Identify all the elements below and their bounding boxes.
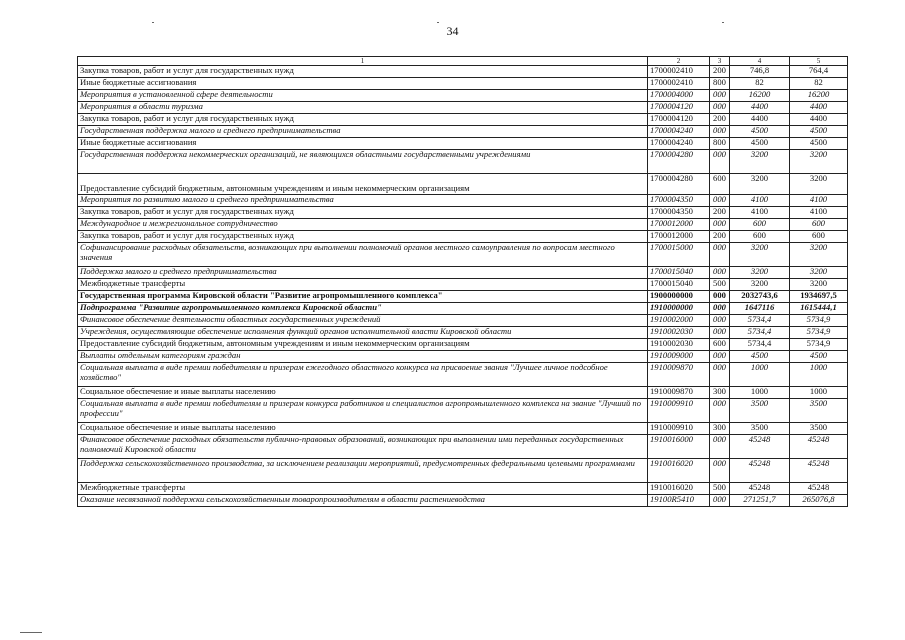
- cell-year1: 3500: [730, 399, 790, 423]
- table-row: [78, 303, 848, 315]
- cell-name: Иные бюджетные ассигнования: [78, 78, 648, 90]
- table-row: [78, 339, 848, 351]
- cell-name: Мероприятия в установленной сфере деятельности: [78, 90, 648, 102]
- cell-year2: 3500: [790, 399, 848, 423]
- cell-type: 600: [710, 339, 730, 351]
- cell-year1: 3200: [730, 279, 790, 291]
- table-row: [78, 126, 848, 138]
- table-row: [78, 174, 848, 195]
- cell-year1: 1000: [730, 387, 790, 399]
- cell-name: Социальная выплата в виде премии победителям и призерам конкурса работников и специалистов агропромышленного комплекса на звание "Лучший по профессии": [78, 399, 648, 423]
- cell-year1: 600: [730, 231, 790, 243]
- cell-type: 800: [710, 138, 730, 150]
- cell-name: Мероприятия в области туризма: [78, 102, 648, 114]
- header-cell-year1: 4: [730, 57, 790, 66]
- cell-code: 1700004350: [648, 207, 710, 219]
- cell-year1: 4100: [730, 207, 790, 219]
- cell-year1: 82: [730, 78, 790, 90]
- cell-type: 000: [710, 219, 730, 231]
- cell-name: Предоставление субсидий бюджетным, автономным учреждениям и иным некоммерческим организациям: [78, 174, 648, 195]
- table-row: [78, 351, 848, 363]
- cell-year2: 4500: [790, 138, 848, 150]
- table-row: [78, 66, 848, 78]
- cell-year2: 764,4: [790, 66, 848, 78]
- cell-name: Учреждения, осуществляющие обеспечение исполнения функций органов исполнительной власти Кировской области: [78, 327, 648, 339]
- cell-year1: 3200: [730, 150, 790, 174]
- cell-code: 1700004000: [648, 90, 710, 102]
- cell-year2: 4500: [790, 351, 848, 363]
- cell-code: 1910016000: [648, 435, 710, 459]
- cell-type: 200: [710, 114, 730, 126]
- cell-code: 1700004280: [648, 150, 710, 174]
- cell-year2: 5734,9: [790, 315, 848, 327]
- header-cell-year2: 5: [790, 57, 848, 66]
- scan-mark: [152, 22, 154, 23]
- cell-code: 1910009910: [648, 423, 710, 435]
- table-row: [78, 138, 848, 150]
- cell-code: 1700004120: [648, 102, 710, 114]
- table-row: [78, 279, 848, 291]
- header-cell-name: 1: [78, 57, 648, 66]
- cell-type: 000: [710, 243, 730, 267]
- cell-name: Международное и межрегиональное сотрудничество: [78, 219, 648, 231]
- cell-year2: 4400: [790, 102, 848, 114]
- cell-name: Поддержка сельскохозяйственного производства, за исключением реализации мероприятий, предусмотренных федеральными целевыми программами: [78, 459, 648, 483]
- cell-year2: 3200: [790, 150, 848, 174]
- cell-year2: 3200: [790, 279, 848, 291]
- cell-name: Выплаты отдельным категориям граждан: [78, 351, 648, 363]
- table-row: [78, 78, 848, 90]
- cell-year1: 5734,4: [730, 315, 790, 327]
- cell-type: 000: [710, 315, 730, 327]
- cell-name: Финансовое обеспечение расходных обязательств публично-правовых образований, возникающих при выполнении ими переданных государственных полномочий Кировской области: [78, 435, 648, 459]
- cell-type: 000: [710, 459, 730, 483]
- cell-type: 000: [710, 435, 730, 459]
- header-cell-type: 3: [710, 57, 730, 66]
- cell-year1: 4400: [730, 114, 790, 126]
- cell-name: Межбюджетные трансферты: [78, 279, 648, 291]
- cell-type: 000: [710, 351, 730, 363]
- cell-type: 300: [710, 423, 730, 435]
- table-row: [78, 483, 848, 495]
- cell-type: 000: [710, 126, 730, 138]
- cell-name: Межбюджетные трансферты: [78, 483, 648, 495]
- cell-code: 1700015000: [648, 243, 710, 267]
- cell-year2: 4100: [790, 207, 848, 219]
- cell-name: Подпрограмма "Развитие агропромышленного комплекса Кировской области": [78, 303, 648, 315]
- cell-code: 1700015040: [648, 267, 710, 279]
- cell-year2: 5734,9: [790, 339, 848, 351]
- cell-type: 000: [710, 399, 730, 423]
- cell-code: 1910002030: [648, 327, 710, 339]
- table-row: [78, 150, 848, 174]
- cell-code: 1910000000: [648, 303, 710, 315]
- cell-name: Оказание несвязанной поддержки сельскохозяйственным товаропроизводителям в области растениеводства: [78, 495, 648, 507]
- table-row: [78, 399, 848, 423]
- cell-year1: 3500: [730, 423, 790, 435]
- table-row: [78, 195, 848, 207]
- cell-name: Социальная выплата в виде премии победителям и призерам ежегодного областного конкурса на присвоение звания "Лучшее личное подсобное хозяйство": [78, 363, 648, 387]
- cell-code: 1700004120: [648, 114, 710, 126]
- cell-name: Государственная программа Кировской области "Развитие агропромышленного комплекса": [78, 291, 648, 303]
- cell-code: 1910009870: [648, 387, 710, 399]
- cell-year2: 3500: [790, 423, 848, 435]
- cell-code: 1700015040: [648, 279, 710, 291]
- table-row: [78, 363, 848, 387]
- scan-mark: [722, 22, 724, 23]
- table-row: [78, 435, 848, 459]
- cell-type: 000: [710, 327, 730, 339]
- cell-year2: 45248: [790, 459, 848, 483]
- table-row: [78, 90, 848, 102]
- header-row: [78, 57, 848, 66]
- cell-code: 1700002410: [648, 78, 710, 90]
- cell-year2: 4400: [790, 114, 848, 126]
- cell-code: 1700004280: [648, 174, 710, 195]
- cell-year2: 3200: [790, 174, 848, 195]
- cell-name: Закупка товаров, работ и услуг для государственных нужд: [78, 66, 648, 78]
- cell-code: 1700012000: [648, 219, 710, 231]
- cell-type: 200: [710, 66, 730, 78]
- cell-type: 500: [710, 279, 730, 291]
- table-row: [78, 231, 848, 243]
- cell-year1: 3200: [730, 174, 790, 195]
- table-row: [78, 243, 848, 267]
- cell-year2: 600: [790, 231, 848, 243]
- cell-year2: 45248: [790, 483, 848, 495]
- table-body: [78, 57, 848, 507]
- table-row: [78, 495, 848, 507]
- cell-code: 1910009910: [648, 399, 710, 423]
- cell-type: 200: [710, 231, 730, 243]
- cell-type: 000: [710, 291, 730, 303]
- cell-type: 500: [710, 483, 730, 495]
- cell-year1: 271251,7: [730, 495, 790, 507]
- cell-name: Государственная поддержка малого и среднего предпринимательства: [78, 126, 648, 138]
- cell-year2: 3200: [790, 267, 848, 279]
- cell-type: 300: [710, 387, 730, 399]
- cell-year1: 45248: [730, 435, 790, 459]
- cell-code: 1910009870: [648, 363, 710, 387]
- cell-name: Финансовое обеспечение деятельности областных государственных учреждений: [78, 315, 648, 327]
- cell-year1: 45248: [730, 483, 790, 495]
- cell-year2: 1934697,5: [790, 291, 848, 303]
- cell-code: 1700012000: [648, 231, 710, 243]
- cell-year1: 746,8: [730, 66, 790, 78]
- cell-code: 1910002030: [648, 339, 710, 351]
- cell-year2: 3200: [790, 243, 848, 267]
- cell-type: 000: [710, 195, 730, 207]
- table-row: [78, 327, 848, 339]
- budget-table: [77, 56, 848, 507]
- cell-year2: 1615444,1: [790, 303, 848, 315]
- cell-type: 000: [710, 495, 730, 507]
- cell-name: Иные бюджетные ассигнования: [78, 138, 648, 150]
- cell-year2: 45248: [790, 435, 848, 459]
- cell-year1: 4100: [730, 195, 790, 207]
- cell-name: Закупка товаров, работ и услуг для государственных нужд: [78, 114, 648, 126]
- cell-name: Поддержка малого и среднего предпринимательства: [78, 267, 648, 279]
- cell-type: 000: [710, 303, 730, 315]
- cell-type: 000: [710, 150, 730, 174]
- cell-code: 1700004240: [648, 138, 710, 150]
- cell-year2: 4100: [790, 195, 848, 207]
- cell-type: 800: [710, 78, 730, 90]
- cell-name: Закупка товаров, работ и услуг для государственных нужд: [78, 231, 648, 243]
- cell-year1: 5734,4: [730, 339, 790, 351]
- table-row: [78, 219, 848, 231]
- cell-code: 1700004350: [648, 195, 710, 207]
- cell-year2: 600: [790, 219, 848, 231]
- cell-type: 600: [710, 174, 730, 195]
- table-row: [78, 102, 848, 114]
- cell-year1: 3200: [730, 267, 790, 279]
- cell-year2: 82: [790, 78, 848, 90]
- cell-year1: 4500: [730, 126, 790, 138]
- cell-year1: 4500: [730, 138, 790, 150]
- page-number: 34: [446, 24, 459, 38]
- table-row: [78, 207, 848, 219]
- cell-code: 1700004240: [648, 126, 710, 138]
- cell-year1: 5734,4: [730, 327, 790, 339]
- cell-year2: 5734,9: [790, 327, 848, 339]
- cell-year1: 1000: [730, 363, 790, 387]
- header-cell-code: 2: [648, 57, 710, 66]
- cell-name: Мероприятия по развитию малого и среднего предпринимательства: [78, 195, 648, 207]
- cell-year2: 1000: [790, 387, 848, 399]
- cell-year1: 2032743,6: [730, 291, 790, 303]
- cell-year2: 16200: [790, 90, 848, 102]
- cell-type: 000: [710, 102, 730, 114]
- cell-name: Закупка товаров, работ и услуг для государственных нужд: [78, 207, 648, 219]
- table-row: [78, 459, 848, 483]
- scan-mark: [437, 22, 439, 23]
- cell-type: 000: [710, 363, 730, 387]
- cell-code: 19100R5410: [648, 495, 710, 507]
- cell-year2: 1000: [790, 363, 848, 387]
- table-row: [78, 315, 848, 327]
- cell-name: Предоставление субсидий бюджетным, автономным учреждениям и иным некоммерческим организациям: [78, 339, 648, 351]
- cell-type: 000: [710, 90, 730, 102]
- table-row: [78, 114, 848, 126]
- cell-year1: 4500: [730, 351, 790, 363]
- table-row: [78, 423, 848, 435]
- cell-year1: 16200: [730, 90, 790, 102]
- cell-year1: 3200: [730, 243, 790, 267]
- scan-mark: [20, 632, 42, 633]
- cell-code: 1910009000: [648, 351, 710, 363]
- cell-code: 1910002000: [648, 315, 710, 327]
- cell-name: Социальное обеспечение и иные выплаты населению: [78, 387, 648, 399]
- cell-year1: 1647116: [730, 303, 790, 315]
- cell-code: 1700002410: [648, 66, 710, 78]
- cell-code: 1910016020: [648, 483, 710, 495]
- cell-name: Государственная поддержка некоммерческих организаций, не являющихся областными государственными учреждениями: [78, 150, 648, 174]
- table-row: [78, 291, 848, 303]
- cell-year1: 600: [730, 219, 790, 231]
- cell-code: 1900000000: [648, 291, 710, 303]
- cell-name: Социальное обеспечение и иные выплаты населению: [78, 423, 648, 435]
- cell-year1: 4400: [730, 102, 790, 114]
- cell-year2: 4500: [790, 126, 848, 138]
- cell-year1: 45248: [730, 459, 790, 483]
- table-row: [78, 387, 848, 399]
- cell-type: 000: [710, 267, 730, 279]
- cell-type: 200: [710, 207, 730, 219]
- cell-code: 1910016020: [648, 459, 710, 483]
- cell-year2: 265076,8: [790, 495, 848, 507]
- table-row: [78, 267, 848, 279]
- cell-name: Софинансирование расходных обязательств, возникающих при выполнении полномочий органов местного самоуправления по вопросам местного значения: [78, 243, 648, 267]
